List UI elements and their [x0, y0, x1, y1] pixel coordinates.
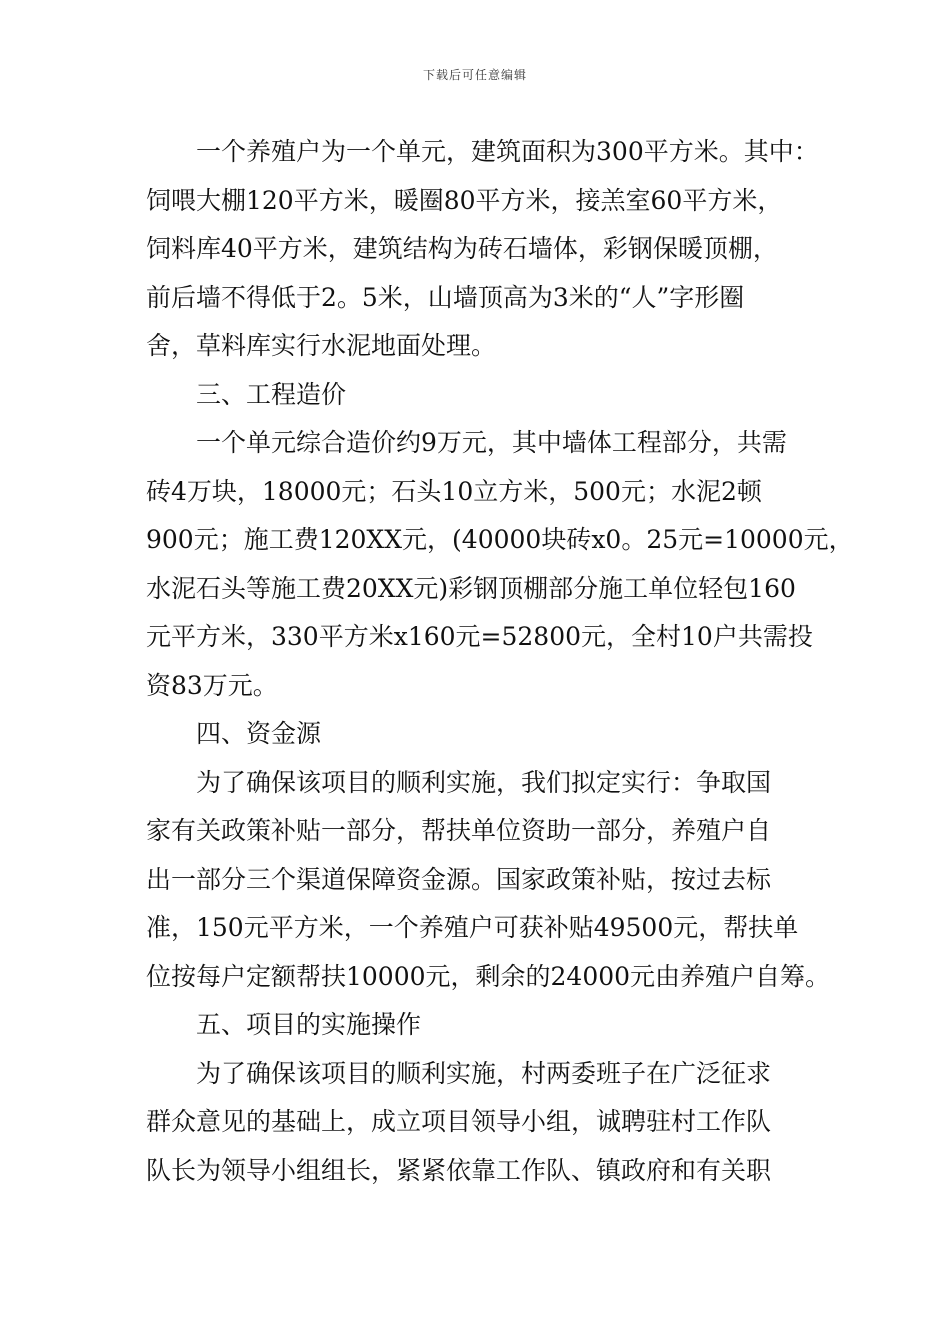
paragraph-line: 准，150元平方米，一个养殖户可获补贴49500元，帮扶单	[146, 913, 799, 942]
paragraph-line: 元平方米，330平方米x160元=52800元，全村10户共需投	[146, 622, 813, 651]
paragraph-line: 为了确保该项目的顺利实施，我们拟定实行：争取国	[196, 767, 772, 797]
paragraph-line: 位按每户定额帮扶10000元，剩余的24000元由养殖户自筹。	[146, 961, 831, 991]
paragraph-line: 一个养殖户为一个单元，建筑面积为300平方米。其中：	[196, 137, 819, 166]
section-heading: 五、项目的实施操作	[196, 1010, 422, 1039]
paragraph-line: 饲喂大棚120平方米，暖圈80平方米，接羔室60平方米，	[146, 185, 783, 215]
paragraph-line: 一个单元综合造价约9万元，其中墙体工程部分，共需	[196, 428, 787, 457]
paragraph-line: 水泥石头等施工费20XX元)彩钢顶棚部分施工单位轻包160	[146, 573, 796, 603]
paragraph-line: 出一部分三个渠道保障资金源。国家政策补贴，按过去标	[146, 864, 772, 894]
paragraph-line: 家有关政策补贴一部分，帮扶单位资助一部分，养殖户自	[146, 816, 772, 845]
paragraph-line: 队长为领导小组组长，紧紧依靠工作队、镇政府和有关职	[146, 1155, 772, 1185]
paragraph-line: 900元；施工费120XX元，(40000块砖x0。25元=10000元，	[146, 525, 854, 554]
paragraph-line: 资83万元。	[146, 670, 278, 700]
paragraph-line: 舍，草料库实行水泥地面处理。	[146, 331, 497, 360]
paragraph-line: 为了确保该项目的顺利实施，村两委班子在广泛征求	[196, 1058, 772, 1088]
paragraph-line: 饲料库40平方米，建筑结构为砖石墙体，彩钢保暖顶棚，	[146, 234, 778, 263]
paragraph-line: 前后墙不得低于2。5米，山墙顶高为3米的“人”字形圈	[146, 282, 745, 312]
paragraph-line: 群众意见的基础上，成立项目领导小组，诚聘驻村工作队	[146, 1107, 772, 1136]
page-header: 下载后可任意编辑	[422, 68, 527, 82]
section-heading: 四、资金源	[196, 719, 322, 748]
document-body	[146, 128, 854, 1195]
paragraph-line: 砖4万块，18000元；石头10立方米，500元；水泥2顿	[146, 476, 762, 506]
section-heading: 三、工程造价	[196, 379, 347, 409]
